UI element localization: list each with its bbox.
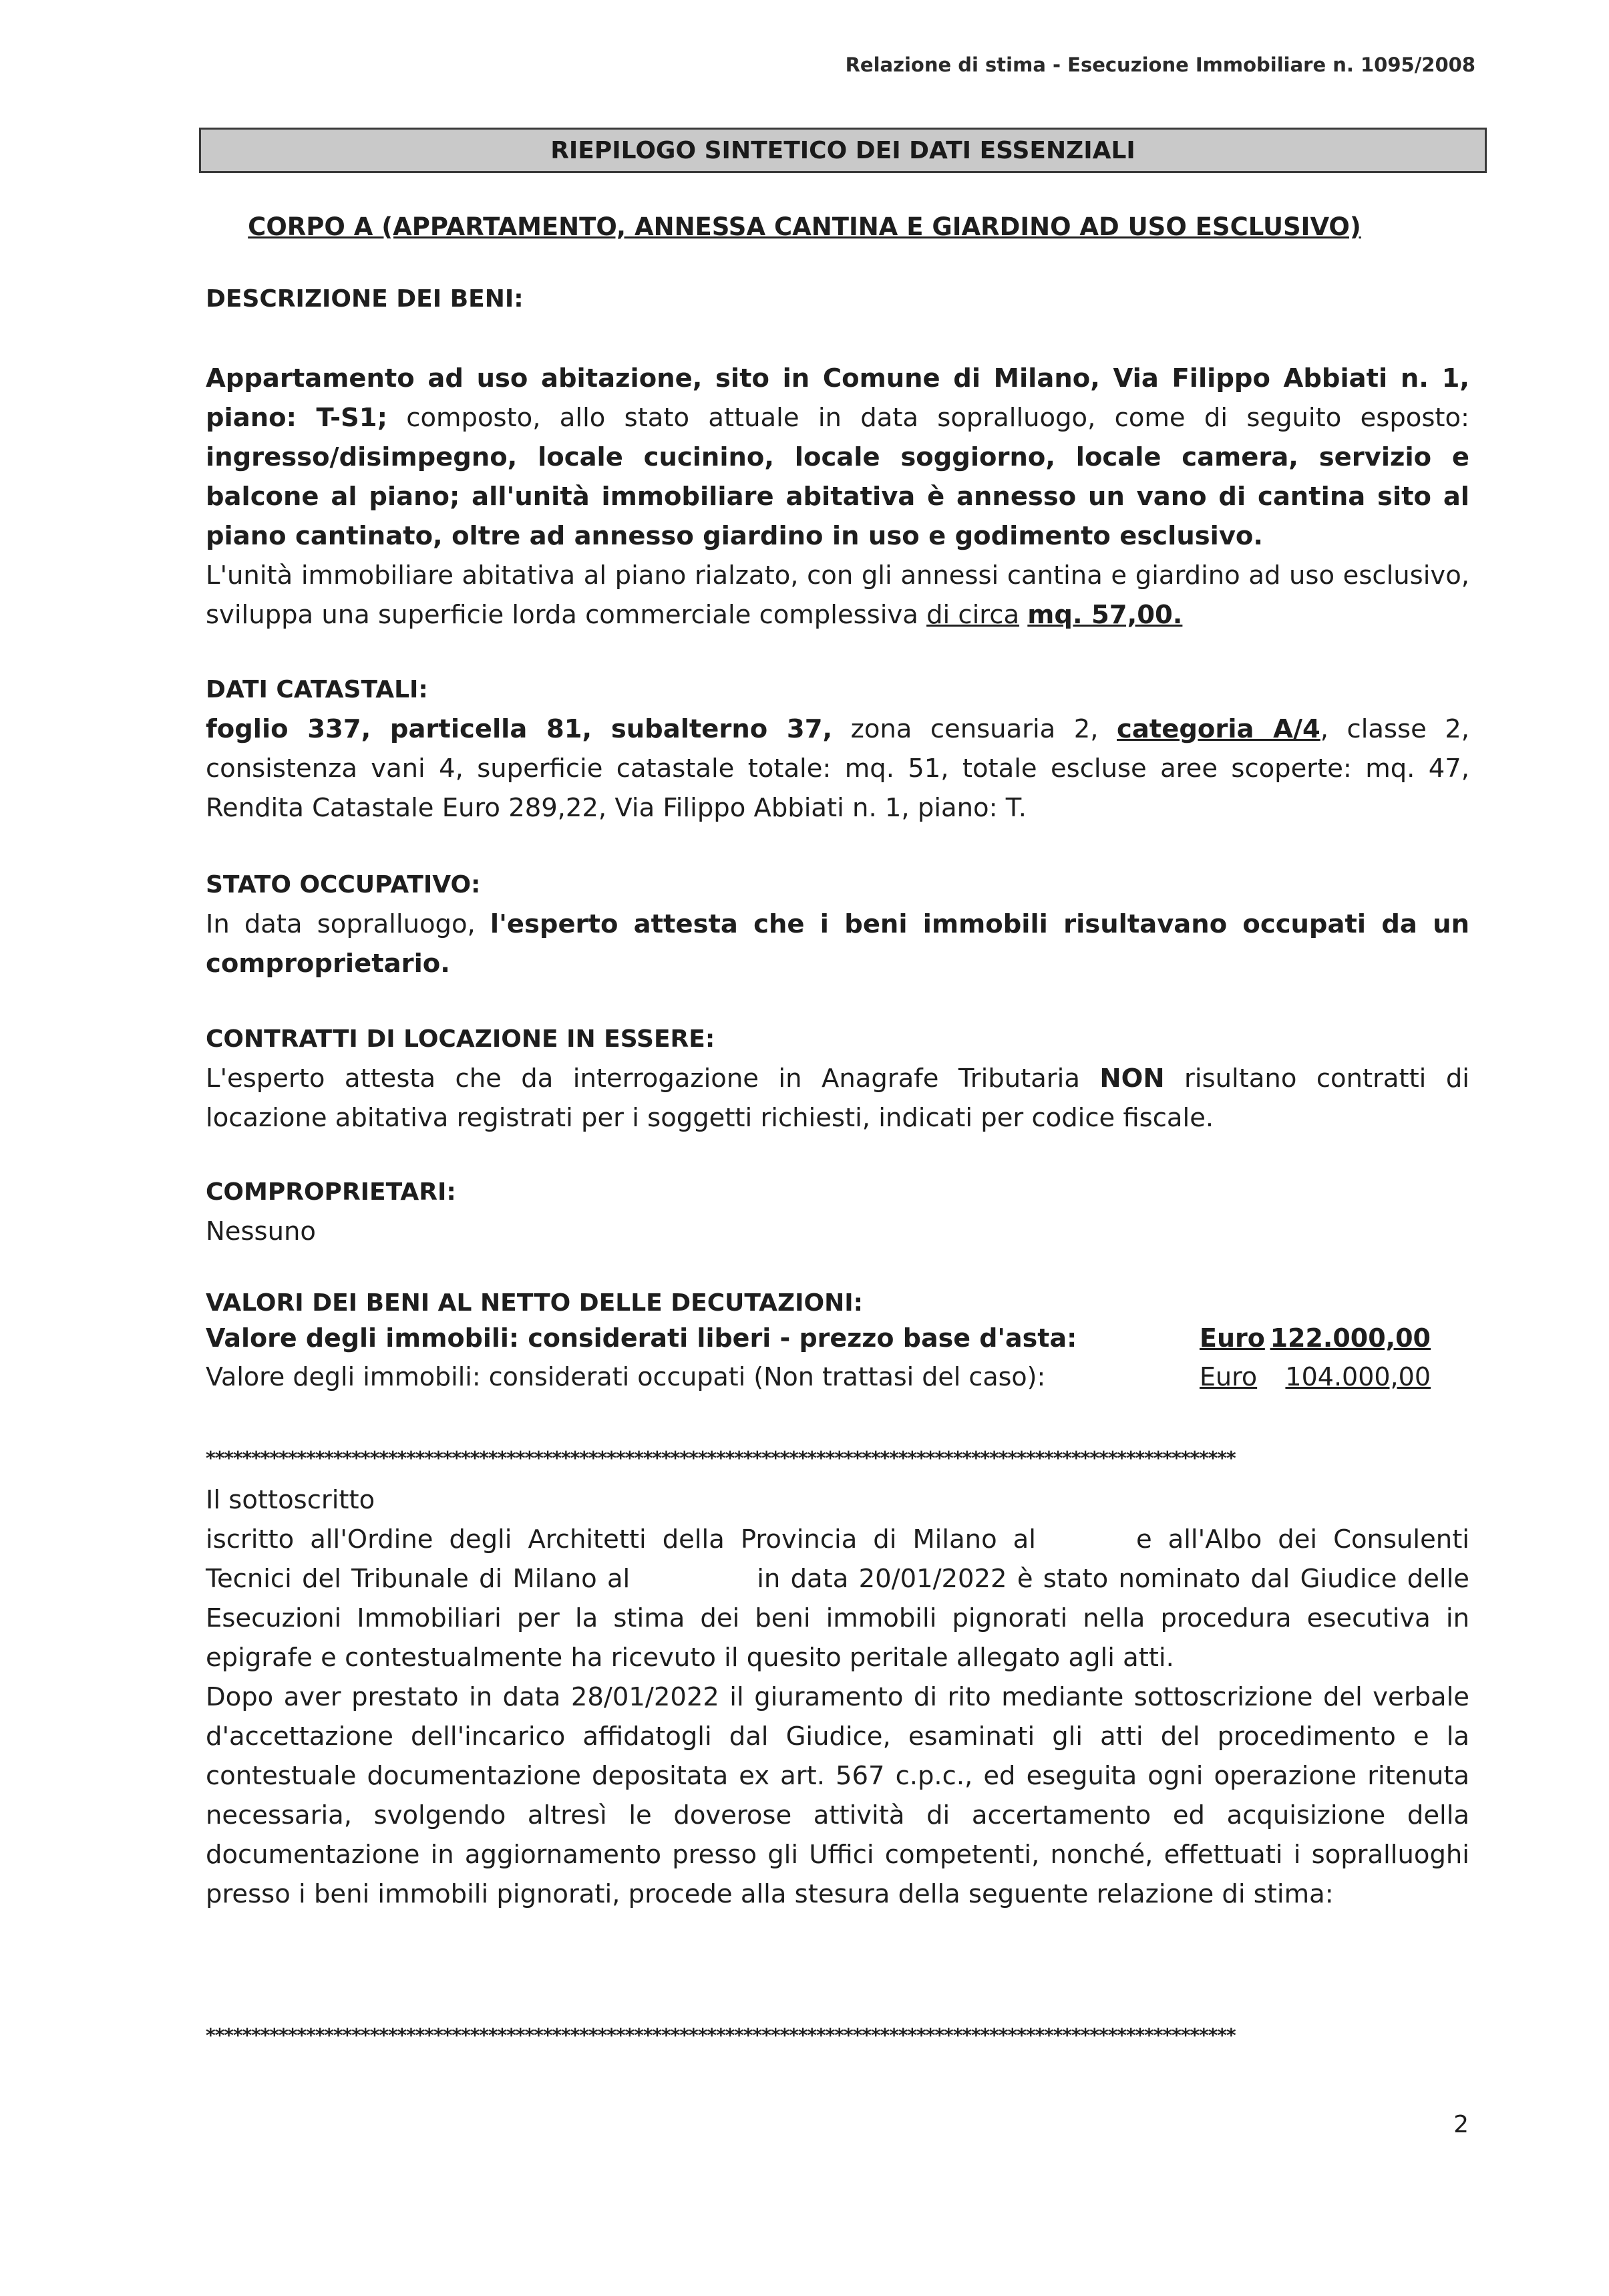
corpo-title: CORPO A (APPARTAMENTO, ANNESSA CANTINA E GIARDINO AD USO ESCLUSIVO) bbox=[248, 212, 1361, 241]
comproprietari-section bbox=[206, 1172, 1469, 1251]
body-intro: Il sottoscritto bbox=[206, 1485, 375, 1515]
summary-title-box bbox=[199, 128, 1487, 173]
catastali-heading: DATI CATASTALI: bbox=[206, 676, 428, 703]
separator-bottom: ***************************************************************************************************************** bbox=[206, 2024, 1236, 2046]
stato-section bbox=[206, 865, 1469, 983]
separator-top: ***************************************************************************************************************** bbox=[206, 1447, 1236, 1469]
valore-occupati-currency: Euro bbox=[1200, 1362, 1258, 1391]
valore-liberi-amount: 122.000,00 bbox=[1270, 1323, 1431, 1353]
descrizione-body bbox=[206, 359, 1469, 635]
comproprietari-heading: COMPROPRIETARI: bbox=[206, 1178, 456, 1206]
valore-liberi-currency: Euro bbox=[1200, 1323, 1265, 1353]
valore-occupati-row bbox=[206, 1362, 1469, 1401]
page-header: Relazione di stima - Esecuzione Immobiliare n. 1095/2008 bbox=[845, 53, 1475, 76]
valore-occupati-label: Valore degli immobili: considerati occupati (Non trattasi del caso): bbox=[206, 1362, 1046, 1391]
catastali-paragraph: foglio 337, particella 81, subalterno 37, zona censuaria 2, categoria A/4, classe 2, consistenza vani 4, superficie catastale totale: mq. 51, totale escluse aree scoperte: mq. 47, Rendita Catastale Euro 289,22, Via Filippo Abbiati n. 1, piano: T. bbox=[206, 714, 1470, 823]
valori-heading: VALORI DEI BENI AL NETTO DELLE DECUTAZIONI: bbox=[206, 1289, 864, 1317]
contratti-section bbox=[206, 1019, 1469, 1138]
descrizione-paragraph-2: L'unità immobiliare abitativa al piano rialzato, con gli annessi cantina e giardino ad uso esclusivo, sviluppa una superficie lorda commerciale complessiva di circa mq. 57,00. bbox=[206, 560, 1469, 630]
contratti-paragraph: L'esperto attesta che da interrogazione in Anagrafe Tributaria NON risultano contratti di locazione abitativa registrati per i soggetti richiesti, indicati per codice fiscale. bbox=[206, 1063, 1469, 1133]
body-paragraph-1: iscritto all'Ordine degli Architetti della Provincia di Milano al e all'Albo dei Consulenti Tecnici del Tribunale di Milano al in data 20/01/2022 è stato nominato dal Giudice delle Esecuzioni Immobiliari per la stima dei beni immobili pignorati nella procedura esecutiva in epigrafe e contestualmente ha ricevuto il quesito peritale allegato agli atti. bbox=[206, 1524, 1469, 1673]
valore-liberi-row bbox=[206, 1323, 1469, 1362]
comproprietari-value: Nessuno bbox=[206, 1216, 316, 1247]
summary-title: RIEPILOGO SINTETICO DEI DATI ESSENZIALI bbox=[550, 136, 1135, 164]
descrizione-section bbox=[206, 279, 1469, 319]
descrizione-heading: DESCRIZIONE DEI BENI: bbox=[206, 285, 524, 313]
valore-occupati-amount: 104.000,00 bbox=[1285, 1362, 1431, 1391]
stato-heading: STATO OCCUPATIVO: bbox=[206, 871, 481, 898]
body-paragraph-2: Dopo aver prestato in data 28/01/2022 il giuramento di rito mediante sottoscrizione del verbale d'accettazione dell'incarico affidatogli dal Giudice, esaminati gli atti del procedimento e la contestuale documentazione depositata ex art. 567 c.p.c., ed eseguita ogni operazione ritenuta necessaria, svolgendo altresì le doverose attività di accertamento ed acquisizione della documentazione in aggiornamento presso gli Uffici competenti, nonché, effettuati i sopralluoghi presso i beni immobili pignorati, procede alla stesura della seguente relazione di stima: bbox=[206, 1682, 1469, 1909]
contratti-heading: CONTRATTI DI LOCAZIONE IN ESSERE: bbox=[206, 1025, 715, 1053]
body-section bbox=[206, 1480, 1469, 1914]
page-number: 2 bbox=[1453, 2111, 1469, 2138]
descrizione-paragraph-1: Appartamento ad uso abitazione, sito in Comune di Milano, Via Filippo Abbiati n. 1, piano: T-S1; composto, allo stato attuale in data sopralluogo, come di seguito esposto: ingresso/disimpegno, locale cucinino, locale soggiorno, locale camera, servizio e balcone al piano; all'unità immobiliare abitativa è annesso un vano di cantina sito al piano cantinato, oltre ad annesso giardino in uso e godimento esclusivo. bbox=[206, 363, 1470, 551]
catastali-section bbox=[206, 670, 1469, 828]
stato-paragraph: In data sopralluogo, l'esperto attesta che i beni immobili risultavano occupati da un comproprietario. bbox=[206, 909, 1469, 979]
valori-section bbox=[206, 1283, 1469, 1323]
valore-liberi-label: Valore degli immobili: considerati liberi - prezzo base d'asta: bbox=[206, 1323, 1077, 1353]
